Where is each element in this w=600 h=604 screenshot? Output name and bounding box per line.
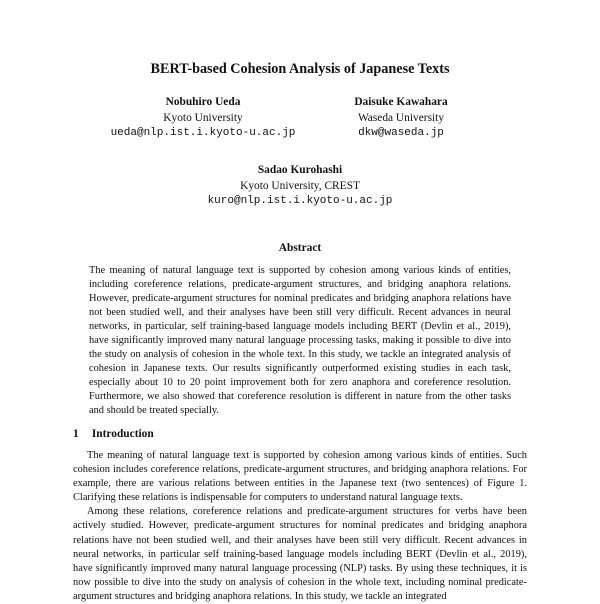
- paragraph: Among these relations, coreference relations and predicate-argument structures for verbs have been actively studied. However, predicate-argument structures for nominal predicates and bridging anaphora relations have not been studied well, and their analyses have been still very difficult. Recent advances in neural networks, in particular self training-based language models including BERT (Devlin et al., 2019), have significantly improved many natural language processing (NLP) tasks. By using these techniques, it is now possible to dive into the study on analysis of cohesion in the whole text, including nominal predicate-argument structures and bridging anaphora relations. In this study, we tackle an integrated: [73, 506, 527, 602]
- abstract-heading: Abstract: [278, 242, 322, 254]
- abstract-text: The meaning of natural language text is supported by cohesion among various kinds of entities, including coreference relations, predicate-argument structures, and bridging anaphora relations. However, predicate-argument structures for nominal predicates and bridging anaphora relations have not been studied well, and their analyses have been still very difficult. Recent advances in neural networks, in particular, self training-based language models including BERT (Devlin et al., 2019), have significantly improved many natural language processing tasks, making it possible to dive into the study on analysis of cohesion in the whole text. In this study, we tackle an integrated analysis of cohesion in Japanese texts. Our results significantly outperformed existing studies in each task, especially about 10 to 20 point improvement both for zero anaphora and coreference resolution. Furthermore, we also showed that coreference resolution is different in nature from the other tasks and should be treated specially.: [89, 265, 511, 416]
- section-number: 1: [73, 428, 79, 440]
- author-block-2: [271, 95, 531, 142]
- author-name: Sadao Kurohashi: [257, 164, 343, 176]
- author-affiliation: Kyoto University: [163, 111, 243, 124]
- author-name: Daisuke Kawahara: [354, 96, 448, 108]
- section-heading: [73, 428, 154, 440]
- paragraph: The meaning of natural language text is supported by cohesion among various kinds of entities. Such cohesion includes coreference relations, predicate-argument structures, and bridging anaphora relations. For example, there are various relations between entities in the Japanese text (two sentences) of Figure 1. Clarifying these relations is indispensable for computers to understand natural language texts.: [73, 450, 527, 504]
- paper-title: BERT-based Cohesion Analysis of Japanese Texts: [150, 61, 450, 77]
- section-body: [73, 449, 527, 604]
- author-block-3: [170, 163, 430, 210]
- author-affiliation: Kyoto University, CREST: [240, 179, 360, 192]
- author-email: ueda@nlp.ist.i.kyoto-u.ac.jp: [110, 127, 296, 139]
- author-email: dkw@waseda.jp: [358, 127, 444, 139]
- author-affiliation: Waseda University: [357, 111, 445, 124]
- author-name: Nobuhiro Ueda: [165, 96, 241, 108]
- author-email: kuro@nlp.ist.i.kyoto-u.ac.jp: [207, 195, 393, 207]
- section-title: Introduction: [91, 428, 154, 440]
